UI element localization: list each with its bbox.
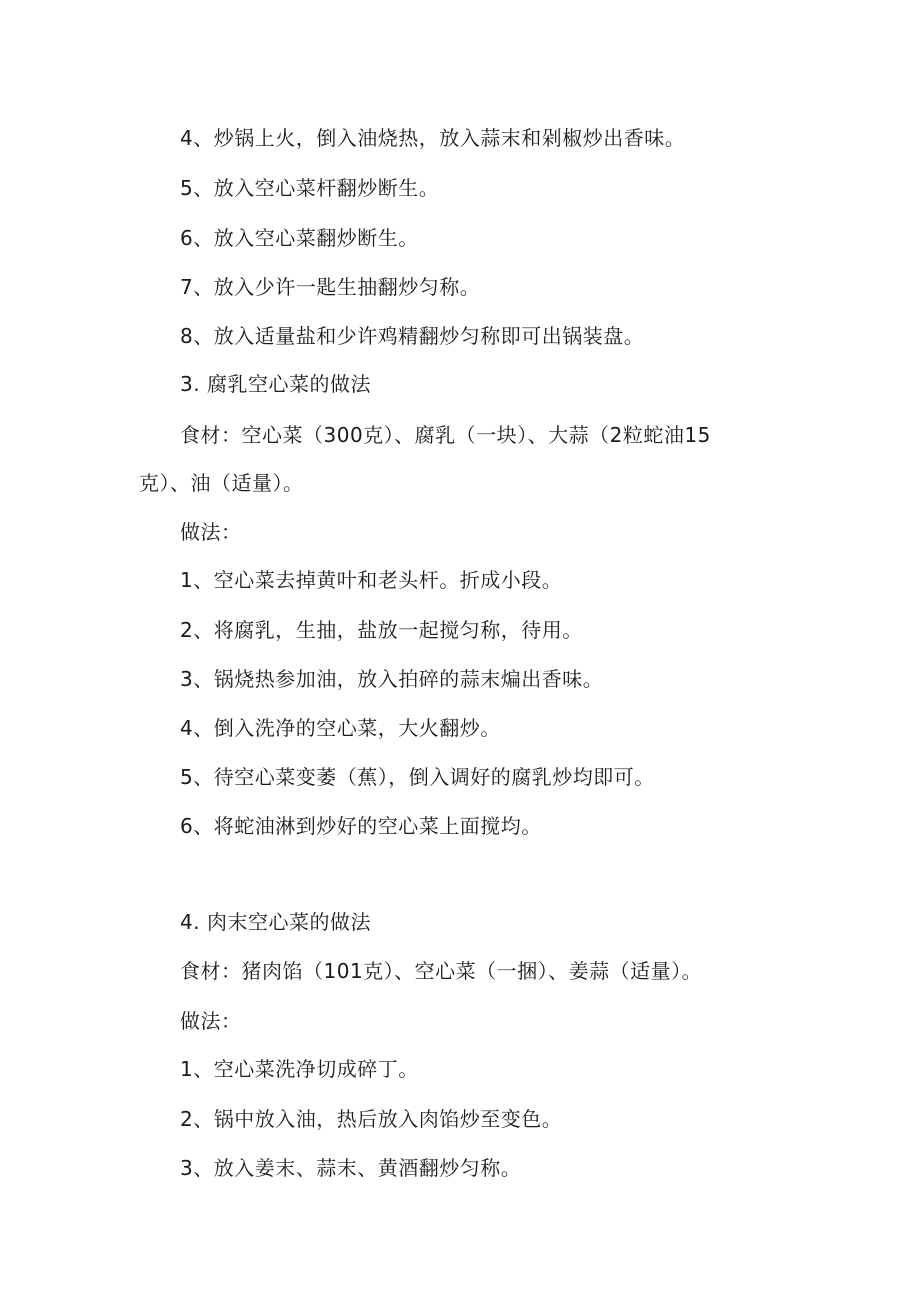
tofu-step-6: 6、将蛇油淋到炒好的空心菜上面搅均。 [180,814,542,838]
section-heading-fermented-tofu: 3. 腐乳空心菜的做法 [180,372,371,396]
ingredients-line-1: 食材：空心菜（300克）、腐乳（一块）、大蒜（2粒蛇油15 [180,423,711,447]
pork-step-3: 3、放入姜末、蒜末、黄酒翻炒匀称。 [180,1156,522,1180]
step-6-add-leaves: 6、放入空心菜翻炒断生。 [180,226,419,250]
step-8-season-and-plate: 8、放入适量盐和少许鸡精翻炒匀称即可出锅装盘。 [180,324,645,348]
method-label: 做法： [180,520,242,544]
tofu-step-1: 1、空心菜去掉黄叶和老头杆。折成小段。 [180,568,563,592]
pork-step-2: 2、锅中放入油，热后放入肉馅炒至变色。 [180,1107,563,1131]
pork-ingredients: 食材：猪肉馅（101克）、空心菜（一捆）、姜蒜（适量）。 [180,959,703,983]
tofu-step-4: 4、倒入洗净的空心菜，大火翻炒。 [180,716,501,740]
tofu-step-3: 3、锅烧热参加油，放入拍碎的蒜末煸出香味。 [180,667,604,691]
step-7-add-soy-sauce: 7、放入少许一匙生抽翻炒匀称。 [180,275,481,299]
pork-step-1: 1、空心菜洗净切成碎丁。 [180,1057,419,1081]
ingredients-line-2: 克）、油（适量）。 [139,471,304,495]
section-heading-minced-pork: 4. 肉末空心菜的做法 [180,910,371,934]
tofu-step-2: 2、将腐乳，生抽，盐放一起搅匀称，待用。 [180,618,583,642]
pork-method-label: 做法： [180,1009,242,1033]
tofu-step-5: 5、待空心菜变萎（蕉），倒入调好的腐乳炒均即可。 [180,765,655,789]
step-4-stir-fry-garlic: 4、炒锅上火，倒入油烧热，放入蒜末和剁椒炒出香味。 [180,126,686,150]
step-5-add-stems: 5、放入空心菜杆翻炒断生。 [180,176,440,200]
